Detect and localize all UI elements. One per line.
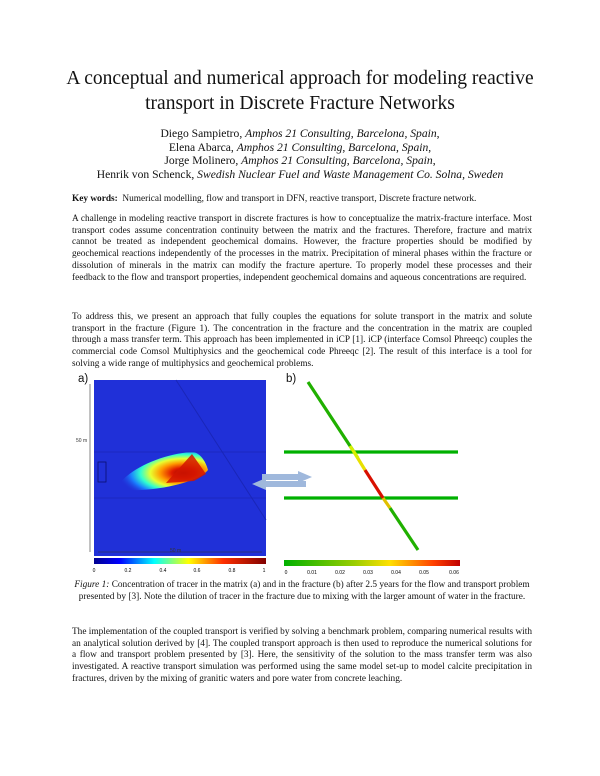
b-tick: 0.05 [419,570,429,576]
fracture-diagonal-segment [365,470,383,498]
b-tick: 0.03 [363,570,373,576]
author-line: Diego Sampietro, Amphos 21 Consulting, Barcelona, Spain, [160,127,440,140]
a-tick: 0.2 [124,568,132,574]
coupling-arrow-shaft [262,474,298,480]
a-x-label: 50 m [170,548,182,554]
author-line: Elena Abarca, Amphos 21 Consulting, Barcelona, Spain, [168,140,432,154]
author-line: Henrik von Schenck, Swedish Nuclear Fuel and Waste Management Co. Solna, Sweden [96,167,504,181]
paragraph-approach: To address this, we present an approach that fully couples the equations for solute transport in the matrix and solute transport in the fracture (Figure 1). The concentration in the fracture and the concentration in the matrix are coupled through a mass transfer term. This approach has been implemented in iCP [1]. iCP (interface Comsol Phreeqc) couples the commercial code Comsol Multiphysics and the geochemical code Phreeqc [2]. The result of this interface is a tool for solving a wide range of multiphysics and geochemical problems. [72,312,532,369]
a-tick: 0 [92,568,96,574]
panel-b-label: b) [286,373,297,385]
b-tick: 0.04 [391,570,401,576]
paragraph-intro: A challenge in modeling reactive transport in discrete fractures is how to conceptualize the matrix-fracture interface. Most transport codes assume concentration continuity between the matrix and the fractures. Therefore, fracture and matrix cannot be treated as independent geochemical domains. However, the fracture properties should be modified by geochemical reactions independently of the processes in the matrix. Precipitation of mineral phases within the fracture or dissolution of minerals in the matrix can modify the fracture aperture. To properly model these processes and their feedback to the flow and transport properties, independent geochemical domains and aqueous concentrations are required. [72,214,532,283]
fracture-diagonal-segment [390,508,418,550]
figure-caption [72,580,532,603]
fracture-diagonal-segment [308,382,354,452]
author-line: Jorge Molinero, Amphos 21 Consulting, Barcelona, Spain, [164,154,436,168]
caption-label: Figure 1: [74,580,110,590]
a-tick: 1 [262,568,266,574]
b-tick: 0.02 [335,570,345,576]
b-tick: 0.01 [307,570,317,576]
figure-graphics [72,370,532,578]
a-tick: 0.4 [159,568,167,574]
b-colorbar-ticks [285,570,459,576]
b-tick: 0 [284,570,288,576]
a-colorbar-ticks [93,568,266,574]
a-tick: 0.8 [228,568,236,574]
figure-1 [72,370,532,578]
keywords-text: Numerical modelling, flow and transport in DFN, reactive transport, Discrete fracture network. [122,194,477,204]
panel-a-label: a) [78,373,89,385]
b-colorbar [284,560,460,566]
caption-text: Concentration of tracer in the matrix (a) and in the fracture (b) after 2.5 years for the flow and transport problem presented by [3]. Note the dilution of tracer in the fracture due to mixing with the larger amount of water in the fracture. [78,580,530,602]
paragraph-verification: The implementation of the coupled transport is verified by solving a benchmark problem, comparing numerical results with an analytical solution derived by [4]. The coupled transport approach is then used to reproduce the numerical solutions for a flow and transport problem presented by [3]. Here, the sensitivity of the solution to the mass transfer term was also investigated. A reactive transport simulation was performed using the same model set-up to model calcite precipitation in fractures, driven by the mixing of granitic waters and pore water from concrete leaching. [72,627,532,684]
keywords-label: Key words: [72,194,118,204]
paper-title: A conceptual and numerical approach for modeling reactive transport in Discrete Fracture Networks [66,68,534,114]
a-colorbar [94,558,266,564]
b-tick: 0.06 [449,570,459,576]
a-tick: 0.6 [193,568,201,574]
keywords [72,194,542,204]
author-list [40,127,560,181]
a-y-label: 50 m [76,438,88,444]
